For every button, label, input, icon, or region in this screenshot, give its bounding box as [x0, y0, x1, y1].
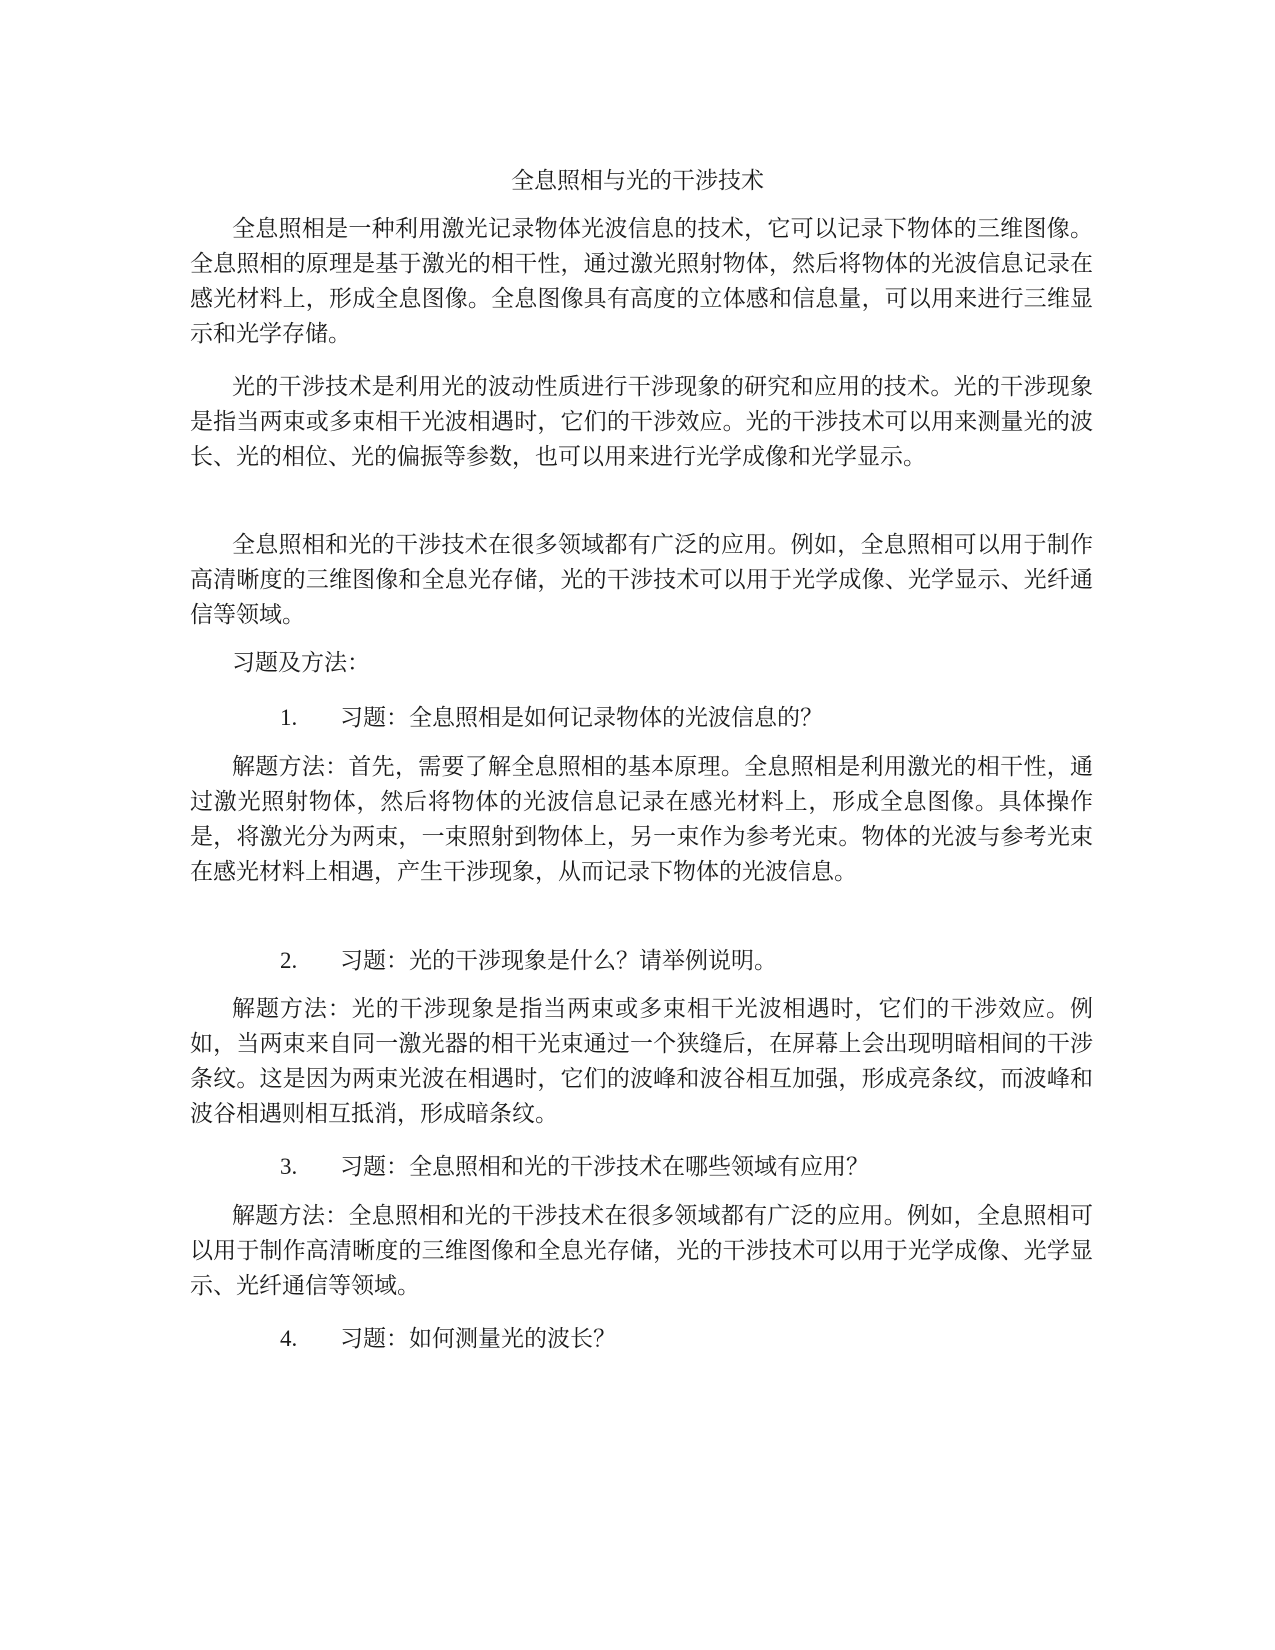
question-number: 2.	[280, 948, 298, 973]
answer-1: 解题方法：首先，需要了解全息照相的基本原理。全息照相是利用激光的相干性，通过激光照射物体，然后将物体的光波信息记录在感光材料上，形成全息图像。具体操作是，将激光分为两束，一束照射到物体上，另一束作为参考光束。物体的光波与参考光束在感光材料上相遇，产生干涉现象，从而记录下物体的光波信息。	[190, 754, 1093, 885]
answer-3: 解题方法：全息照相和光的干涉技术在很多领域都有广泛的应用。例如，全息照相可以用于制作高清晰度的三维图像和全息光存储，光的干涉技术可以用于光学成像、光学显示、光纤通信等领域。	[190, 1203, 1093, 1299]
intro-paragraph-holography: 全息照相是一种利用激光记录物体光波信息的技术，它可以记录下物体的三维图像。全息照相的原理是基于激光的相干性，通过激光照射物体，然后将物体的光波信息记录在感光材料上，形成全息图像。全息图像具有高度的立体感和信息量，可以用来进行三维显示和光学存储。	[190, 216, 1093, 347]
question-number: 1.	[280, 705, 298, 730]
question-3	[280, 1149, 869, 1185]
intro-paragraph-applications: 全息照相和光的干涉技术在很多领域都有广泛的应用。例如，全息照相可以用于制作高清晰度的三维图像和全息光存储，光的干涉技术可以用于光学成像、光学显示、光纤通信等领域。	[190, 532, 1093, 628]
answer-2: 解题方法：光的干涉现象是指当两束或多束相干光波相遇时，它们的干涉效应。例如，当两束来自同一激光器的相干光束通过一个狭缝后，在屏幕上会出现明暗相间的干涉条纹。这是因为两束光波在相遇时，它们的波峰和波谷相互加强，形成亮条纹，而波峰和波谷相遇则相互抵消，形成暗条纹。	[190, 996, 1093, 1127]
exercises-heading: 习题及方法：	[232, 650, 370, 676]
question-1	[280, 700, 823, 736]
question-number: 3.	[280, 1154, 298, 1179]
question-4	[280, 1321, 616, 1357]
question-text: 习题：光的干涉现象是什么？请举例说明。	[340, 948, 777, 974]
question-2	[280, 943, 777, 979]
question-text: 习题：如何测量光的波长？	[340, 1326, 616, 1352]
question-text: 习题：全息照相是如何记录物体的光波信息的？	[340, 705, 823, 731]
question-text: 习题：全息照相和光的干涉技术在哪些领域有应用？	[340, 1154, 869, 1180]
document-title: 全息照相与光的干涉技术	[511, 168, 764, 194]
question-number: 4.	[280, 1326, 298, 1351]
intro-paragraph-interference: 光的干涉技术是利用光的波动性质进行干涉现象的研究和应用的技术。光的干涉现象是指当两束或多束相干光波相遇时，它们的干涉效应。光的干涉技术可以用来测量光的波长、光的相位、光的偏振等参数，也可以用来进行光学成像和光学显示。	[190, 374, 1093, 470]
